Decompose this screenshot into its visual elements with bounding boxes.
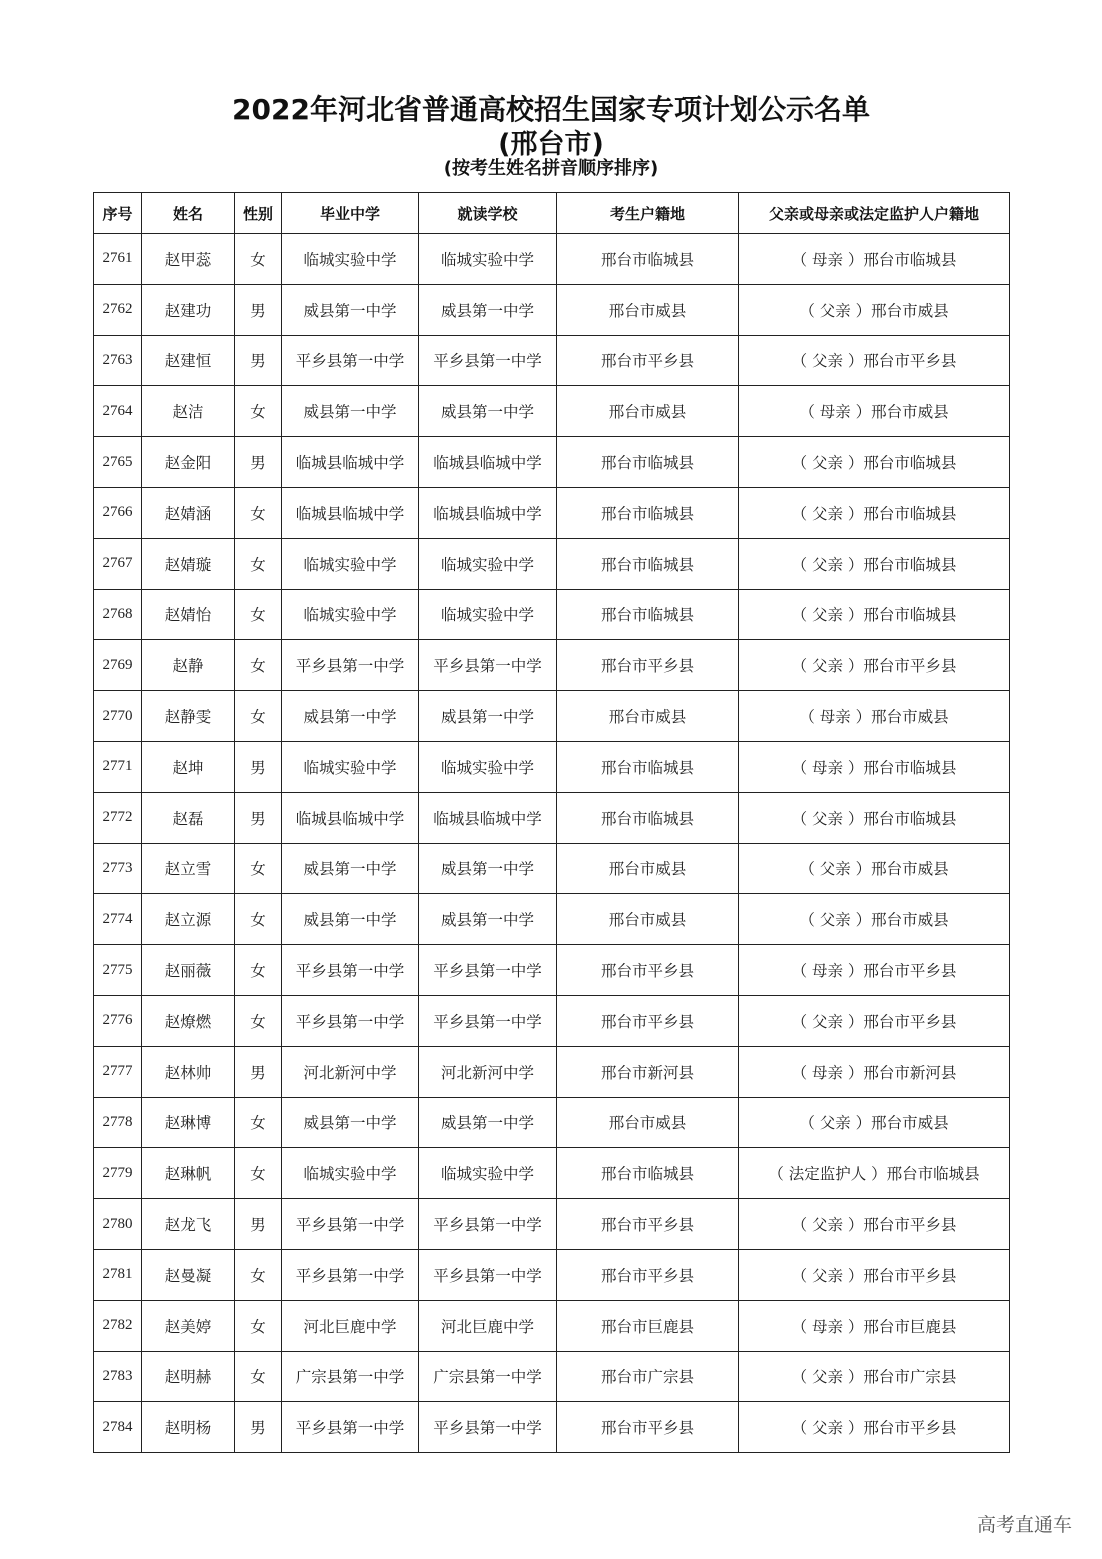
cell-guardian-hukou: （ 母亲 ）邢台市巨鹿县 [739, 1300, 1010, 1351]
table-row [94, 386, 1010, 437]
cell-number: 2767 [94, 538, 142, 589]
cell-current-school: 平乡县第一中学 [419, 945, 557, 996]
cell-guardian-hukou: （ 父亲 ）邢台市威县 [739, 843, 1010, 894]
cell-gender: 男 [235, 1199, 282, 1250]
cell-student-hukou: 邢台市临城县 [557, 234, 739, 285]
cell-student-hukou: 邢台市威县 [557, 843, 739, 894]
cell-current-school: 平乡县第一中学 [419, 335, 557, 386]
cell-guardian-hukou: （ 母亲 ）邢台市临城县 [739, 741, 1010, 792]
table-row [94, 741, 1010, 792]
cell-number: 2781 [94, 1249, 142, 1300]
cell-current-school: 临城实验中学 [419, 589, 557, 640]
cell-graduation-school: 平乡县第一中学 [282, 640, 419, 691]
cell-guardian-hukou: （ 父亲 ）邢台市临城县 [739, 792, 1010, 843]
table-row [94, 1402, 1010, 1453]
cell-graduation-school: 河北新河中学 [282, 1046, 419, 1097]
cell-number: 2776 [94, 995, 142, 1046]
cell-number: 2770 [94, 691, 142, 742]
cell-current-school: 威县第一中学 [419, 284, 557, 335]
cell-graduation-school: 临城实验中学 [282, 589, 419, 640]
cell-name: 赵建恒 [142, 335, 235, 386]
cell-number: 2784 [94, 1402, 142, 1453]
cell-gender: 男 [235, 335, 282, 386]
cell-current-school: 临城实验中学 [419, 538, 557, 589]
cell-gender: 女 [235, 1351, 282, 1402]
cell-graduation-school: 威县第一中学 [282, 894, 419, 945]
watermark-text: 高考直通车 [976, 1514, 1072, 1536]
cell-name: 赵美婷 [142, 1300, 235, 1351]
cell-name: 赵婧怡 [142, 589, 235, 640]
cell-current-school: 河北新河中学 [419, 1046, 557, 1097]
table-row [94, 691, 1010, 742]
cell-gender: 女 [235, 1097, 282, 1148]
cell-gender: 男 [235, 284, 282, 335]
cell-guardian-hukou: （ 父亲 ）邢台市广宗县 [739, 1351, 1010, 1402]
cell-graduation-school: 广宗县第一中学 [282, 1351, 419, 1402]
table-row [94, 335, 1010, 386]
cell-guardian-hukou: （ 母亲 ）邢台市新河县 [739, 1046, 1010, 1097]
cell-graduation-school: 威县第一中学 [282, 284, 419, 335]
admission-list-table [93, 192, 1010, 1453]
cell-gender: 女 [235, 945, 282, 996]
cell-graduation-school: 平乡县第一中学 [282, 995, 419, 1046]
table-header-row [94, 193, 1010, 234]
cell-gender: 男 [235, 741, 282, 792]
cell-current-school: 临城实验中学 [419, 741, 557, 792]
cell-graduation-school: 临城县临城中学 [282, 792, 419, 843]
cell-current-school: 广宗县第一中学 [419, 1351, 557, 1402]
cell-student-hukou: 邢台市新河县 [557, 1046, 739, 1097]
cell-guardian-hukou: （ 父亲 ）邢台市平乡县 [739, 640, 1010, 691]
cell-guardian-hukou: （ 父亲 ）邢台市平乡县 [739, 995, 1010, 1046]
cell-guardian-hukou: （ 父亲 ）邢台市临城县 [739, 589, 1010, 640]
cell-current-school: 临城县临城中学 [419, 437, 557, 488]
cell-guardian-hukou: （ 父亲 ）邢台市平乡县 [739, 1199, 1010, 1250]
cell-current-school: 平乡县第一中学 [419, 1402, 557, 1453]
cell-graduation-school: 临城实验中学 [282, 234, 419, 285]
cell-current-school: 威县第一中学 [419, 691, 557, 742]
table-row [94, 1046, 1010, 1097]
cell-number: 2777 [94, 1046, 142, 1097]
cell-guardian-hukou: （ 父亲 ）邢台市临城县 [739, 538, 1010, 589]
cell-number: 2762 [94, 284, 142, 335]
cell-student-hukou: 邢台市巨鹿县 [557, 1300, 739, 1351]
cell-guardian-hukou: （ 父亲 ）邢台市平乡县 [739, 335, 1010, 386]
column-header-student-hukou: 考生户籍地 [557, 193, 739, 234]
cell-number: 2783 [94, 1351, 142, 1402]
cell-graduation-school: 平乡县第一中学 [282, 335, 419, 386]
cell-guardian-hukou: （ 父亲 ）邢台市平乡县 [739, 1249, 1010, 1300]
cell-number: 2782 [94, 1300, 142, 1351]
cell-graduation-school: 临城实验中学 [282, 1148, 419, 1199]
cell-name: 赵建功 [142, 284, 235, 335]
cell-current-school: 平乡县第一中学 [419, 1249, 557, 1300]
cell-graduation-school: 威县第一中学 [282, 1097, 419, 1148]
column-header-gender: 性别 [235, 193, 282, 234]
table-row [94, 1300, 1010, 1351]
cell-graduation-school: 临城实验中学 [282, 538, 419, 589]
cell-name: 赵燎燃 [142, 995, 235, 1046]
cell-student-hukou: 邢台市威县 [557, 894, 739, 945]
cell-gender: 男 [235, 1046, 282, 1097]
cell-student-hukou: 邢台市平乡县 [557, 1402, 739, 1453]
cell-name: 赵琳帆 [142, 1148, 235, 1199]
table-row [94, 1148, 1010, 1199]
cell-guardian-hukou: （ 父亲 ）邢台市临城县 [739, 487, 1010, 538]
table-row [94, 1249, 1010, 1300]
cell-graduation-school: 临城实验中学 [282, 741, 419, 792]
cell-number: 2769 [94, 640, 142, 691]
cell-student-hukou: 邢台市威县 [557, 284, 739, 335]
table-row [94, 792, 1010, 843]
cell-number: 2774 [94, 894, 142, 945]
cell-gender: 女 [235, 1249, 282, 1300]
cell-name: 赵丽薇 [142, 945, 235, 996]
cell-graduation-school: 平乡县第一中学 [282, 945, 419, 996]
cell-guardian-hukou: （ 父亲 ）邢台市威县 [739, 284, 1010, 335]
cell-current-school: 威县第一中学 [419, 843, 557, 894]
cell-name: 赵磊 [142, 792, 235, 843]
cell-guardian-hukou: （ 法定监护人 ）邢台市临城县 [739, 1148, 1010, 1199]
table-row [94, 1351, 1010, 1402]
document-subtitle-city: (邢台市) [498, 129, 604, 160]
cell-guardian-hukou: （ 母亲 ）邢台市临城县 [739, 234, 1010, 285]
table-row [94, 234, 1010, 285]
cell-number: 2780 [94, 1199, 142, 1250]
column-header-name: 姓名 [142, 193, 235, 234]
cell-number: 2764 [94, 386, 142, 437]
column-header-graduation-school: 毕业中学 [282, 193, 419, 234]
table-row [94, 538, 1010, 589]
cell-student-hukou: 邢台市广宗县 [557, 1351, 739, 1402]
table-row [94, 640, 1010, 691]
cell-student-hukou: 邢台市威县 [557, 691, 739, 742]
cell-gender: 男 [235, 437, 282, 488]
cell-name: 赵洁 [142, 386, 235, 437]
cell-gender: 女 [235, 538, 282, 589]
cell-name: 赵曼凝 [142, 1249, 235, 1300]
cell-guardian-hukou: （ 父亲 ）邢台市临城县 [739, 437, 1010, 488]
cell-student-hukou: 邢台市平乡县 [557, 995, 739, 1046]
cell-student-hukou: 邢台市临城县 [557, 792, 739, 843]
cell-student-hukou: 邢台市临城县 [557, 538, 739, 589]
table-row [94, 894, 1010, 945]
table-row [94, 437, 1010, 488]
cell-name: 赵婧璇 [142, 538, 235, 589]
cell-name: 赵明杨 [142, 1402, 235, 1453]
cell-guardian-hukou: （ 母亲 ）邢台市威县 [739, 386, 1010, 437]
cell-gender: 男 [235, 1402, 282, 1453]
document-title: 2022年河北省普通高校招生国家专项计划公示名单 [232, 93, 870, 126]
cell-current-school: 临城实验中学 [419, 234, 557, 285]
cell-gender: 女 [235, 640, 282, 691]
cell-current-school: 威县第一中学 [419, 1097, 557, 1148]
cell-name: 赵静雯 [142, 691, 235, 742]
cell-guardian-hukou: （ 父亲 ）邢台市威县 [739, 1097, 1010, 1148]
cell-number: 2775 [94, 945, 142, 996]
cell-number: 2778 [94, 1097, 142, 1148]
table-row [94, 1097, 1010, 1148]
cell-current-school: 平乡县第一中学 [419, 995, 557, 1046]
cell-name: 赵龙飞 [142, 1199, 235, 1250]
cell-guardian-hukou: （ 父亲 ）邢台市平乡县 [739, 1402, 1010, 1453]
cell-student-hukou: 邢台市威县 [557, 1097, 739, 1148]
cell-name: 赵坤 [142, 741, 235, 792]
cell-student-hukou: 邢台市威县 [557, 386, 739, 437]
cell-student-hukou: 邢台市临城县 [557, 1148, 739, 1199]
cell-graduation-school: 平乡县第一中学 [282, 1402, 419, 1453]
table-row [94, 1199, 1010, 1250]
cell-current-school: 河北巨鹿中学 [419, 1300, 557, 1351]
cell-gender: 女 [235, 843, 282, 894]
cell-graduation-school: 威县第一中学 [282, 691, 419, 742]
cell-graduation-school: 威县第一中学 [282, 386, 419, 437]
cell-graduation-school: 河北巨鹿中学 [282, 1300, 419, 1351]
cell-number: 2768 [94, 589, 142, 640]
cell-gender: 女 [235, 691, 282, 742]
cell-gender: 女 [235, 894, 282, 945]
cell-current-school: 平乡县第一中学 [419, 1199, 557, 1250]
cell-graduation-school: 临城县临城中学 [282, 437, 419, 488]
cell-gender: 女 [235, 589, 282, 640]
cell-current-school: 威县第一中学 [419, 894, 557, 945]
cell-student-hukou: 邢台市临城县 [557, 741, 739, 792]
cell-number: 2761 [94, 234, 142, 285]
cell-gender: 女 [235, 386, 282, 437]
cell-name: 赵明赫 [142, 1351, 235, 1402]
cell-number: 2765 [94, 437, 142, 488]
cell-graduation-school: 威县第一中学 [282, 843, 419, 894]
document-sort-note: (按考生姓名拼音顺序排序) [443, 158, 659, 179]
cell-name: 赵琳博 [142, 1097, 235, 1148]
cell-name: 赵立源 [142, 894, 235, 945]
cell-number: 2766 [94, 487, 142, 538]
cell-current-school: 临城实验中学 [419, 1148, 557, 1199]
cell-name: 赵婧涵 [142, 487, 235, 538]
cell-name: 赵立雪 [142, 843, 235, 894]
cell-gender: 女 [235, 1148, 282, 1199]
table-row [94, 589, 1010, 640]
cell-graduation-school: 临城县临城中学 [282, 487, 419, 538]
column-header-current-school: 就读学校 [419, 193, 557, 234]
cell-gender: 女 [235, 995, 282, 1046]
cell-name: 赵林帅 [142, 1046, 235, 1097]
table-row [94, 995, 1010, 1046]
cell-current-school: 临城县临城中学 [419, 792, 557, 843]
cell-number: 2773 [94, 843, 142, 894]
table-row [94, 843, 1010, 894]
cell-guardian-hukou: （ 父亲 ）邢台市威县 [739, 894, 1010, 945]
table-row [94, 487, 1010, 538]
column-header-number: 序号 [94, 193, 142, 234]
cell-student-hukou: 邢台市平乡县 [557, 945, 739, 996]
cell-student-hukou: 邢台市平乡县 [557, 1199, 739, 1250]
table-row [94, 284, 1010, 335]
cell-number: 2772 [94, 792, 142, 843]
cell-name: 赵静 [142, 640, 235, 691]
cell-student-hukou: 邢台市平乡县 [557, 1249, 739, 1300]
cell-student-hukou: 邢台市临城县 [557, 437, 739, 488]
cell-guardian-hukou: （ 母亲 ）邢台市平乡县 [739, 945, 1010, 996]
cell-graduation-school: 平乡县第一中学 [282, 1249, 419, 1300]
cell-number: 2771 [94, 741, 142, 792]
cell-gender: 女 [235, 234, 282, 285]
cell-number: 2763 [94, 335, 142, 386]
cell-name: 赵金阳 [142, 437, 235, 488]
cell-student-hukou: 邢台市平乡县 [557, 335, 739, 386]
cell-graduation-school: 平乡县第一中学 [282, 1199, 419, 1250]
cell-student-hukou: 邢台市临城县 [557, 487, 739, 538]
cell-gender: 女 [235, 1300, 282, 1351]
cell-guardian-hukou: （ 母亲 ）邢台市威县 [739, 691, 1010, 742]
cell-current-school: 威县第一中学 [419, 386, 557, 437]
cell-number: 2779 [94, 1148, 142, 1199]
column-header-guardian-hukou: 父亲或母亲或法定监护人户籍地 [739, 193, 1010, 234]
cell-current-school: 平乡县第一中学 [419, 640, 557, 691]
cell-gender: 女 [235, 487, 282, 538]
cell-student-hukou: 邢台市平乡县 [557, 640, 739, 691]
cell-name: 赵甲蕊 [142, 234, 235, 285]
cell-student-hukou: 邢台市临城县 [557, 589, 739, 640]
cell-current-school: 临城县临城中学 [419, 487, 557, 538]
table-row [94, 945, 1010, 996]
cell-gender: 男 [235, 792, 282, 843]
